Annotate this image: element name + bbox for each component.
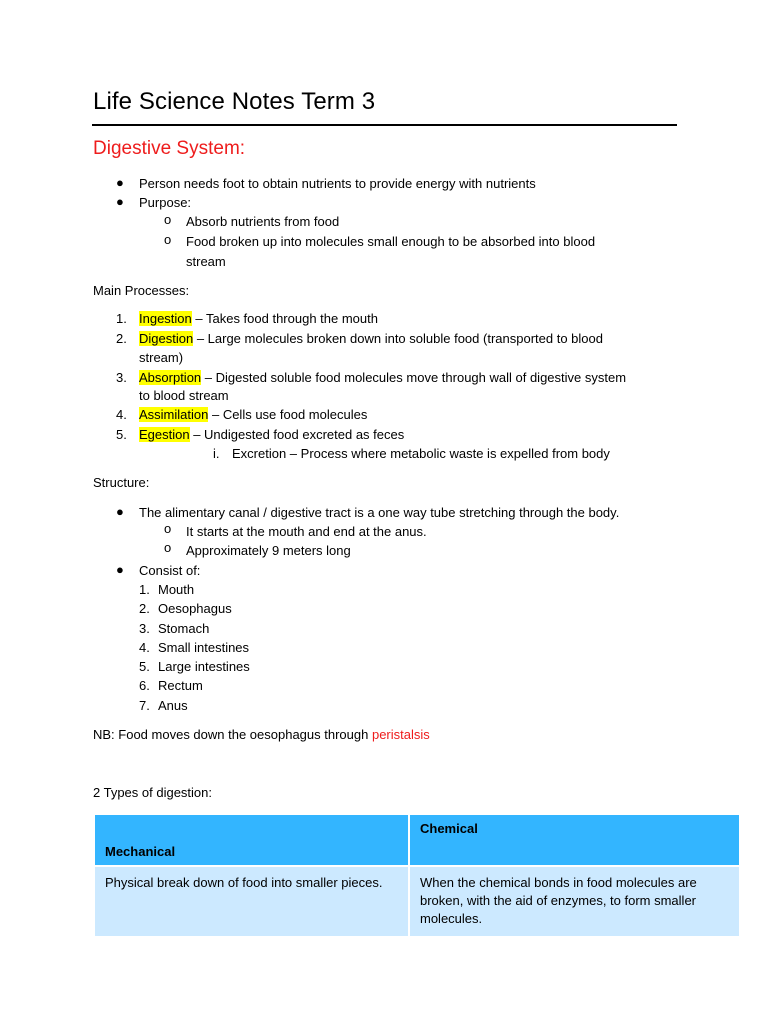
intro-sub-1: Absorb nutrients from food: [186, 214, 340, 229]
section-heading: Digestive System:: [93, 138, 246, 159]
table-cell-chemical: When the chemical bonds in food molecules are broken, with the aid of enzymes, to form smaller molecules.: [410, 867, 739, 936]
process-item: [139, 329, 603, 348]
circle-bullet-icon: o: [164, 521, 172, 536]
circle-bullet-icon: o: [164, 232, 172, 247]
process-number: 5.: [116, 427, 127, 442]
table-header-chemical: Chemical: [410, 815, 739, 865]
organ-item: Anus: [158, 698, 188, 713]
process-number: 4.: [116, 407, 127, 422]
process-desc-cont: stream): [139, 350, 184, 365]
organ-number: 3.: [139, 621, 150, 636]
organ-number: 5.: [139, 659, 150, 674]
process-term: Egestion: [139, 427, 190, 442]
process-desc: – Undigested food excreted as feces: [189, 427, 405, 442]
process-item: [139, 425, 404, 444]
processes-label: Main Processes:: [93, 283, 190, 298]
process-desc: – Large molecules broken down into soluble food (transported to blood: [193, 331, 603, 346]
sub-process-text: Excretion – Process where metabolic waste is expelled from body: [232, 446, 610, 461]
structure-bullet-2: Consist of:: [139, 563, 201, 578]
process-term: Ingestion: [139, 311, 192, 326]
process-term: Digestion: [139, 331, 194, 346]
bullet-icon: ●: [116, 175, 124, 190]
table-header-row: [95, 815, 739, 865]
organ-item: Rectum: [158, 678, 203, 693]
intro-sub-2-cont: stream: [186, 254, 226, 269]
bullet-icon: ●: [116, 194, 124, 209]
table-row: [95, 867, 739, 936]
page-title: Life Science Notes Term 3: [93, 88, 376, 115]
bullet-icon: ●: [116, 504, 124, 519]
sub-process-number: i.: [213, 446, 220, 461]
process-number: 2.: [116, 331, 127, 346]
organ-number: 7.: [139, 698, 150, 713]
intro-bullet-1: Person needs foot to obtain nutrients to provide energy with nutrients: [139, 176, 536, 191]
process-number: 1.: [116, 311, 127, 326]
organ-number: 2.: [139, 601, 150, 616]
nb-text: NB: Food moves down the oesophagus through: [93, 727, 372, 742]
organ-number: 1.: [139, 582, 150, 597]
process-desc: – Cells use food molecules: [208, 407, 368, 422]
table-cell-mechanical: Physical break down of food into smaller pieces.: [95, 867, 408, 936]
process-item: [139, 368, 626, 387]
title-underline: [92, 124, 677, 126]
process-term: Absorption: [139, 370, 202, 385]
circle-bullet-icon: o: [164, 540, 172, 555]
organ-number: 4.: [139, 640, 150, 655]
bullet-icon: ●: [116, 562, 124, 577]
intro-sub-2: Food broken up into molecules small enough to be absorbed into blood: [186, 234, 596, 249]
structure-sub-1: It starts at the mouth and end at the anus.: [186, 524, 427, 539]
organ-item: Stomach: [158, 621, 210, 636]
organ-item: Mouth: [158, 582, 195, 597]
intro-bullet-2: Purpose:: [139, 195, 192, 210]
organ-item: Large intestines: [158, 659, 250, 674]
organ-item: Small intestines: [158, 640, 250, 655]
process-desc: – Digested soluble food molecules move through wall of digestive system: [201, 370, 627, 385]
process-item: [139, 309, 378, 328]
types-label: 2 Types of digestion:: [93, 785, 213, 800]
structure-sub-2: Approximately 9 meters long: [186, 543, 351, 558]
organ-number: 6.: [139, 678, 150, 693]
table-header-mechanical: Mechanical: [95, 815, 408, 865]
nb-note: [93, 725, 430, 744]
process-term: Assimilation: [139, 407, 209, 422]
process-desc-cont: to blood stream: [139, 388, 229, 403]
structure-bullet-1: The alimentary canal / digestive tract is a one way tube stretching through the body.: [139, 505, 620, 520]
organ-item: Oesophagus: [158, 601, 232, 616]
digestion-types-table: [93, 813, 741, 938]
process-number: 3.: [116, 370, 127, 385]
nb-highlight: peristalsis: [371, 727, 430, 742]
process-desc: – Takes food through the mouth: [191, 311, 378, 326]
process-item: [139, 405, 367, 424]
circle-bullet-icon: o: [164, 212, 172, 227]
structure-label: Structure:: [93, 475, 150, 490]
